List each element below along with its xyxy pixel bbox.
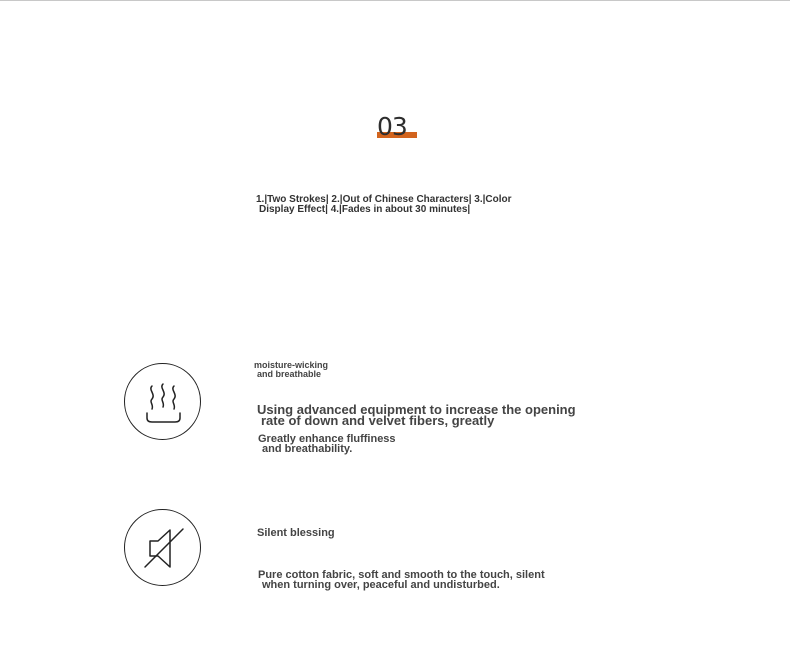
moisture-icon-circle: [124, 363, 201, 440]
fluffiness-description-line-1: Greatly enhance fluffiness: [258, 433, 396, 445]
silent-heading-text: Silent blessing: [257, 527, 335, 539]
moisture-description: [257, 404, 576, 426]
moisture-description-line-1: Using advanced equipment to increase the opening: [257, 402, 576, 417]
moisture-heading-line-2: and breathable: [257, 369, 322, 379]
silent-description: [258, 570, 545, 590]
silent-heading: [257, 528, 335, 538]
silent-description-line-2: when turning over, peaceful and undisturbed.: [262, 579, 500, 591]
top-divider: [0, 0, 790, 1]
steam-icon: [125, 364, 202, 441]
moisture-heading: [254, 361, 328, 379]
silent-description-line-1: Pure cotton fabric, soft and smooth to the touch, silent: [258, 569, 545, 581]
fluffiness-description: [258, 434, 396, 454]
mute-icon: [125, 510, 202, 587]
moisture-description-line-2: rate of down and velvet fibers, greatly: [261, 413, 495, 428]
section-number: 03: [377, 112, 417, 142]
feature-list-line-1: 1.|Two Strokes| 2.|Out of Chinese Characters| 3.|Color: [256, 194, 512, 205]
feature-list: [256, 195, 556, 215]
moisture-heading-line-1: moisture-wicking: [254, 360, 329, 370]
fluffiness-description-line-2: and breathability.: [262, 443, 353, 455]
silent-icon-circle: [124, 509, 201, 586]
feature-list-line-2: Display Effect| 4.|Fades in about 30 minutes|: [259, 204, 471, 215]
